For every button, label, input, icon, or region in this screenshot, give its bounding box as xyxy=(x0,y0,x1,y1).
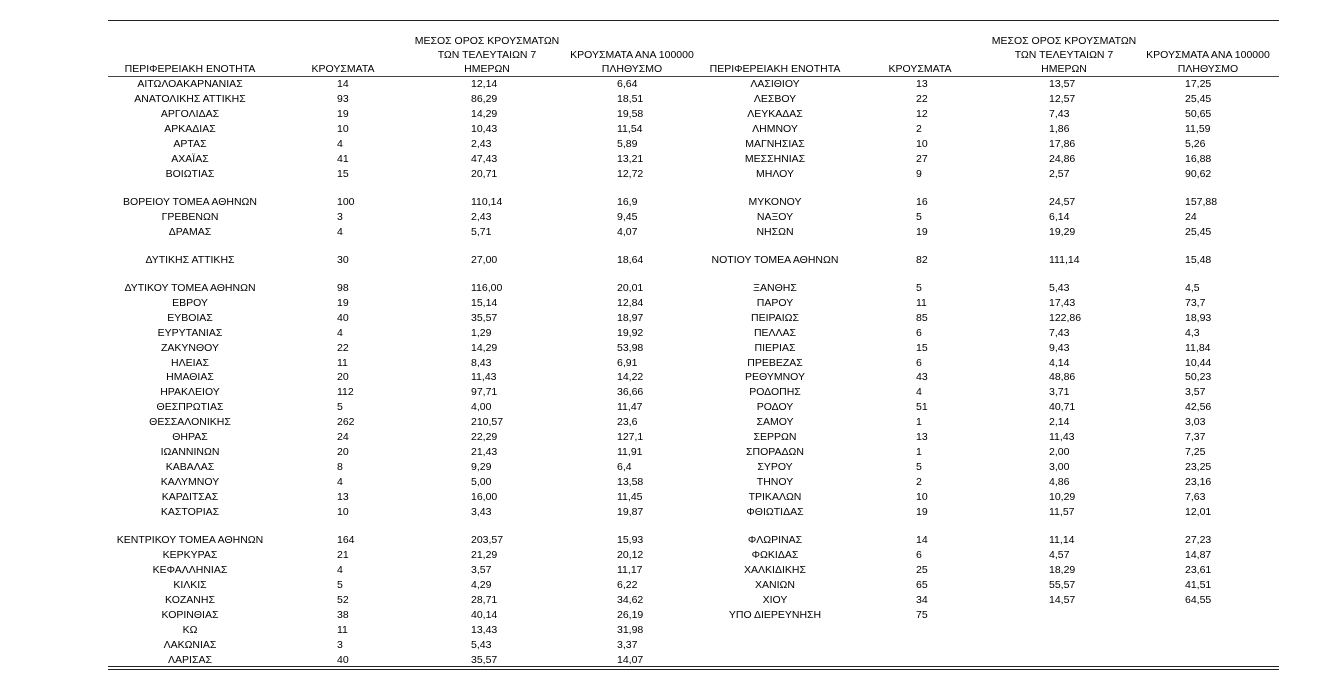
avg-7day-cell: 35,57 xyxy=(471,311,498,324)
region-name-cell: ΕΥΒΟΙΑΣ xyxy=(167,311,213,324)
avg-7day-cell: 5,43 xyxy=(471,638,492,651)
cases-cell: 4 xyxy=(337,225,343,238)
per-100k-cell: 18,64 xyxy=(617,253,644,266)
avg-7day-cell: 86,29 xyxy=(471,92,498,105)
per-100k-cell: 13,21 xyxy=(617,152,644,165)
per-100k-cell: 24 xyxy=(1185,210,1197,223)
region-name-cell: ΖΑΚΥΝΘΟΥ xyxy=(160,341,220,354)
region-name-cell: ΝΟΤΙΟΥ ΤΟΜΕΑ ΑΘΗΝΩΝ xyxy=(711,253,839,266)
region-name-cell: ΤΗΝΟΥ xyxy=(756,476,794,489)
cases-cell: 12 xyxy=(916,107,928,120)
per-100k-cell: 64,55 xyxy=(1185,594,1212,607)
cases-cell: 41 xyxy=(337,152,349,165)
region-name-cell: ΛΕΣΒΟΥ xyxy=(753,92,797,105)
header-cases-left: ΚΡΟΥΣΜΑΤΑ xyxy=(311,63,375,75)
per-100k-cell: 11,91 xyxy=(617,446,643,459)
region-name-cell: ΒΟΡΕΙΟΥ ΤΟΜΕΑ ΑΘΗΝΩΝ xyxy=(123,195,257,208)
avg-7day-cell: 10,29 xyxy=(1049,491,1076,504)
cases-cell: 75 xyxy=(916,609,928,622)
per-100k-cell: 19,92 xyxy=(617,326,644,339)
cases-cell: 2 xyxy=(916,476,922,489)
region-name-cell: ΠΙΕΡΙΑΣ xyxy=(754,341,796,354)
region-name-cell: ΚΑΣΤΟΡΙΑΣ xyxy=(160,506,220,519)
region-name-cell: ΑΝΑΤΟΛΙΚΗΣ ΑΤΤΙΚΗΣ xyxy=(134,92,246,105)
per-100k-cell: 50,23 xyxy=(1185,371,1212,384)
per-100k-cell: 12,01 xyxy=(1185,506,1212,519)
per-100k-cell: 53,98 xyxy=(617,341,644,354)
region-name-cell: ΚΕΝΤΡΙΚΟΥ ΤΟΜΕΑ ΑΘΗΝΩΝ xyxy=(116,534,264,547)
avg-7day-cell: 7,43 xyxy=(1049,326,1070,339)
header-per100k-right-2: ΠΛΗΘΥΣΜΟ xyxy=(1177,63,1239,75)
header-cases-right: ΚΡΟΥΣΜΑΤΑ xyxy=(888,63,952,75)
per-100k-cell: 23,61 xyxy=(1185,564,1212,577)
per-100k-cell: 26,19 xyxy=(617,609,644,622)
per-100k-cell: 4,3 xyxy=(1185,326,1200,339)
avg-7day-cell: 55,57 xyxy=(1049,579,1076,592)
cases-cell: 5 xyxy=(337,579,343,592)
per-100k-cell: 41,51 xyxy=(1185,579,1212,592)
region-name-cell: ΚΟΖΑΝΗΣ xyxy=(165,594,215,607)
avg-7day-cell: 13,57 xyxy=(1049,78,1076,90)
cases-cell: 4 xyxy=(337,476,343,489)
avg-7day-cell: 4,00 xyxy=(471,401,492,414)
avg-7day-cell: 4,14 xyxy=(1049,356,1070,369)
per-100k-cell: 6,64 xyxy=(617,78,638,90)
cases-cell: 98 xyxy=(337,281,349,294)
header-per100k-right-1: ΚΡΟΥΣΜΑΤΑ ΑΝΑ 100000 xyxy=(1146,49,1270,61)
region-name-cell: ΑΡΚΑΔΙΑΣ xyxy=(164,122,216,135)
region-name-cell: ΡΟΔΟΠΗΣ xyxy=(749,386,801,399)
region-name-cell: ΦΛΩΡΙΝΑΣ xyxy=(747,534,803,547)
per-100k-cell: 10,44 xyxy=(1185,356,1212,369)
region-name-cell: ΛΑΡΙΣΑΣ xyxy=(168,653,212,666)
region-name-cell: ΠΕΙΡΑΙΩΣ xyxy=(751,311,799,324)
per-100k-cell: 25,45 xyxy=(1185,92,1212,105)
per-100k-cell: 15,93 xyxy=(617,534,644,547)
avg-7day-cell: 210,57 xyxy=(471,416,504,429)
per-100k-cell: 11,47 xyxy=(617,401,643,414)
per-100k-cell: 157,88 xyxy=(1185,195,1218,208)
header-region-left: ΠΕΡΙΦΕΡΕΙΑΚΗ ΕΝΟΤΗΤΑ xyxy=(124,63,256,75)
region-name-cell: ΗΜΑΘΙΑΣ xyxy=(166,371,214,384)
cases-cell: 11 xyxy=(337,624,348,636)
region-name-cell: ΘΕΣΣΑΛΟΝΙΚΗΣ xyxy=(149,416,231,429)
cases-cell: 20 xyxy=(337,446,349,459)
cases-cell: 10 xyxy=(337,122,349,135)
cases-cell: 4 xyxy=(337,564,343,577)
cases-cell: 112 xyxy=(337,386,354,399)
avg-7day-cell: 2,57 xyxy=(1049,167,1070,180)
per-100k-cell: 6,91 xyxy=(617,356,638,369)
region-name-cell: ΘΗΡΑΣ xyxy=(172,431,208,444)
avg-7day-cell: 21,29 xyxy=(471,549,498,562)
header-region-right: ΠΕΡΙΦΕΡΕΙΑΚΗ ΕΝΟΤΗΤΑ xyxy=(709,63,841,75)
per-100k-cell: 36,66 xyxy=(617,386,644,399)
region-name-cell: ΚΑΒΑΛΑΣ xyxy=(165,461,215,474)
cases-cell: 6 xyxy=(916,549,922,562)
avg-7day-cell: 40,71 xyxy=(1049,401,1076,414)
region-name-cell: ΜΑΓΝΗΣΙΑΣ xyxy=(745,137,805,150)
header-avg-right-2: ΤΩΝ ΤΕΛΕΥΤΑΙΩΝ 7 xyxy=(1014,49,1114,61)
per-100k-cell: 11,17 xyxy=(617,564,643,577)
avg-7day-cell: 3,57 xyxy=(471,564,492,577)
cases-cell: 2 xyxy=(916,122,922,135)
cases-cell: 82 xyxy=(916,253,928,266)
region-name-cell: ΝΑΞΟΥ xyxy=(756,210,794,223)
per-100k-cell: 73,7 xyxy=(1185,296,1206,309)
per-100k-cell: 23,6 xyxy=(617,416,638,429)
region-name-cell: ΤΡΙΚΑΛΩΝ xyxy=(748,491,802,504)
region-name-cell: ΡΟΔΟΥ xyxy=(756,401,794,414)
per-100k-cell: 18,93 xyxy=(1185,311,1212,324)
avg-7day-cell: 203,57 xyxy=(471,534,504,547)
avg-7day-cell: 116,00 xyxy=(471,281,503,294)
cases-cell: 27 xyxy=(916,152,928,165)
per-100k-cell: 7,25 xyxy=(1185,446,1206,459)
region-name-cell: ΕΥΡΥΤΑΝΙΑΣ xyxy=(157,326,223,339)
cases-cell: 30 xyxy=(337,253,349,266)
cases-cell: 100 xyxy=(337,195,355,208)
region-name-cell: ΜΕΣΣΗΝΙΑΣ xyxy=(744,152,806,165)
region-name-cell: ΥΠΟ ΔΙΕΡΕΥΝΗΣΗ xyxy=(728,609,822,622)
cases-cell: 164 xyxy=(337,534,355,547)
cases-cell: 4 xyxy=(916,386,922,399)
region-name-cell: ΣΥΡΟΥ xyxy=(757,461,793,474)
per-100k-cell: 11,59 xyxy=(1185,122,1211,135)
avg-7day-cell: 16,00 xyxy=(471,491,498,504)
cases-cell: 43 xyxy=(916,371,928,384)
table-top-rule xyxy=(108,20,1279,21)
per-100k-cell: 20,01 xyxy=(617,281,644,294)
region-name-cell: ΑΙΤΩΛΟΑΚΑΡΝΑΝΙΑΣ xyxy=(137,78,243,90)
per-100k-cell: 19,58 xyxy=(617,107,644,120)
per-100k-cell: 11,45 xyxy=(617,491,643,504)
cases-cell: 51 xyxy=(916,401,928,414)
avg-7day-cell: 9,43 xyxy=(1049,341,1070,354)
cases-cell: 14 xyxy=(916,534,928,547)
region-name-cell: ΒΟΙΩΤΙΑΣ xyxy=(165,167,215,180)
cases-cell: 10 xyxy=(916,137,928,150)
region-name-cell: ΑΧΑΪΑΣ xyxy=(171,152,209,165)
cases-cell: 21 xyxy=(337,549,349,562)
per-100k-cell: 5,89 xyxy=(617,137,638,150)
cases-cell: 40 xyxy=(337,311,349,324)
avg-7day-cell: 11,14 xyxy=(1049,534,1075,547)
region-name-cell: ΜΥΚΟΝΟΥ xyxy=(748,195,802,208)
per-100k-cell: 14,22 xyxy=(617,371,644,384)
per-100k-cell: 16,9 xyxy=(617,195,638,208)
cases-cell: 9 xyxy=(916,167,922,180)
avg-7day-cell: 15,14 xyxy=(471,296,498,309)
per-100k-cell: 6,4 xyxy=(617,461,632,474)
avg-7day-cell: 2,43 xyxy=(471,137,492,150)
region-name-cell: ΚΕΡΚΥΡΑΣ xyxy=(162,549,218,562)
region-name-cell: ΚΕΦΑΛΛΗΝΙΑΣ xyxy=(152,564,228,577)
per-100k-cell: 11,84 xyxy=(1185,341,1211,354)
cases-cell: 19 xyxy=(337,296,349,309)
per-100k-cell: 20,12 xyxy=(617,549,644,562)
avg-7day-cell: 10,43 xyxy=(471,122,498,135)
region-name-cell: ΔΥΤΙΚΗΣ ΑΤΤΙΚΗΣ xyxy=(145,253,235,266)
cases-cell: 20 xyxy=(337,371,349,384)
region-name-cell: ΛΗΜΝΟΥ xyxy=(752,122,798,135)
header-rule xyxy=(108,76,1279,77)
cases-cell: 1 xyxy=(916,416,922,429)
per-100k-cell: 23,25 xyxy=(1185,461,1212,474)
avg-7day-cell: 18,29 xyxy=(1049,564,1076,577)
per-100k-cell: 25,45 xyxy=(1185,225,1212,238)
avg-7day-cell: 6,14 xyxy=(1049,210,1070,223)
header-avg-left-3: ΗΜΕΡΩΝ xyxy=(464,63,510,75)
region-name-cell: ΝΗΣΩΝ xyxy=(756,225,794,238)
region-name-cell: ΓΡΕΒΕΝΩΝ xyxy=(161,210,219,223)
region-name-cell: ΗΛΕΙΑΣ xyxy=(170,356,210,369)
avg-7day-cell: 11,43 xyxy=(1049,431,1075,444)
avg-7day-cell: 12,14 xyxy=(471,78,498,90)
per-100k-cell: 13,58 xyxy=(617,476,644,489)
per-100k-cell: 90,62 xyxy=(1185,167,1212,180)
per-100k-cell: 7,37 xyxy=(1185,431,1206,444)
cases-cell: 34 xyxy=(916,594,928,607)
avg-7day-cell: 11,57 xyxy=(1049,506,1075,519)
per-100k-cell: 14,87 xyxy=(1185,549,1212,562)
per-100k-cell: 5,26 xyxy=(1185,137,1206,150)
avg-7day-cell: 2,00 xyxy=(1049,446,1070,459)
region-name-cell: ΦΩΚΙΔΑΣ xyxy=(751,549,799,562)
region-name-cell: ΗΡΑΚΛΕΙΟΥ xyxy=(160,386,220,399)
cases-cell: 5 xyxy=(916,210,922,223)
cases-cell: 4 xyxy=(337,326,343,339)
per-100k-cell: 16,88 xyxy=(1185,152,1212,165)
cases-cell: 5 xyxy=(916,461,922,474)
avg-7day-cell: 2,43 xyxy=(471,210,492,223)
avg-7day-cell: 24,57 xyxy=(1049,195,1076,208)
per-100k-cell: 31,98 xyxy=(617,624,644,636)
avg-7day-cell: 8,43 xyxy=(471,356,492,369)
per-100k-cell: 34,62 xyxy=(617,594,644,607)
region-name-cell: ΔΥΤΙΚΟΥ ΤΟΜΕΑ ΑΘΗΝΩΝ xyxy=(124,281,256,294)
cases-cell: 22 xyxy=(337,341,349,354)
per-100k-cell: 6,22 xyxy=(617,579,638,592)
avg-7day-cell: 5,43 xyxy=(1049,281,1070,294)
cases-cell: 15 xyxy=(916,341,928,354)
avg-7day-cell: 14,29 xyxy=(471,341,498,354)
avg-7day-cell: 1,29 xyxy=(471,326,492,339)
per-100k-cell: 12,72 xyxy=(617,167,644,180)
cases-cell: 5 xyxy=(916,281,922,294)
cases-cell: 38 xyxy=(337,609,349,622)
avg-7day-cell: 40,14 xyxy=(471,609,498,622)
cases-cell: 93 xyxy=(337,92,349,105)
cases-cell: 10 xyxy=(916,491,928,504)
cases-cell: 8 xyxy=(337,461,343,474)
region-name-cell: ΧΑΝΙΩΝ xyxy=(755,579,795,592)
region-name-cell: ΧΑΛΚΙΔΙΚΗΣ xyxy=(744,564,806,577)
table-bottom-rule xyxy=(108,666,1279,667)
region-name-cell: ΔΡΑΜΑΣ xyxy=(168,225,212,238)
avg-7day-cell: 13,43 xyxy=(471,624,498,636)
region-name-cell: ΠΕΛΛΑΣ xyxy=(753,326,797,339)
cases-cell: 3 xyxy=(337,638,343,651)
cases-cell: 22 xyxy=(916,92,928,105)
cases-cell: 16 xyxy=(916,195,928,208)
cases-cell: 24 xyxy=(337,431,349,444)
region-name-cell: ΛΑΣΙΘΙΟΥ xyxy=(750,78,800,90)
cases-cell: 1 xyxy=(916,446,922,459)
per-100k-cell: 19,87 xyxy=(617,506,644,519)
cases-cell: 13 xyxy=(916,431,928,444)
cases-cell: 15 xyxy=(337,167,349,180)
cases-cell: 3 xyxy=(337,210,343,223)
avg-7day-cell: 5,00 xyxy=(471,476,492,489)
region-name-cell: ΣΑΜΟΥ xyxy=(756,416,794,429)
avg-7day-cell: 110,14 xyxy=(471,195,503,208)
per-100k-cell: 3,57 xyxy=(1185,386,1206,399)
avg-7day-cell: 35,57 xyxy=(471,653,498,666)
avg-7day-cell: 111,14 xyxy=(1049,253,1080,266)
cases-cell: 262 xyxy=(337,416,355,429)
region-name-cell: ΦΘΙΩΤΙΔΑΣ xyxy=(746,506,804,519)
region-name-cell: ΚΟΡΙΝΘΙΑΣ xyxy=(161,609,219,622)
header-per100k-left-1: ΚΡΟΥΣΜΑΤΑ ΑΝΑ 100000 xyxy=(570,49,694,61)
per-100k-cell: 3,03 xyxy=(1185,416,1206,429)
region-name-cell: ΞΑΝΘΗΣ xyxy=(753,281,797,294)
cases-cell: 14 xyxy=(337,78,349,90)
avg-7day-cell: 97,71 xyxy=(471,386,498,399)
cases-cell: 40 xyxy=(337,653,349,666)
per-100k-cell: 15,48 xyxy=(1185,253,1212,266)
avg-7day-cell: 22,29 xyxy=(471,431,498,444)
cases-cell: 11 xyxy=(337,356,348,369)
per-100k-cell: 42,56 xyxy=(1185,401,1212,414)
region-name-cell: ΚΑΛΥΜΝΟΥ xyxy=(160,476,220,489)
avg-7day-cell: 5,71 xyxy=(471,225,492,238)
per-100k-cell: 3,37 xyxy=(617,638,638,651)
cases-cell: 13 xyxy=(337,491,349,504)
avg-7day-cell: 27,00 xyxy=(471,253,498,266)
cases-cell: 25 xyxy=(916,564,928,577)
avg-7day-cell: 11,43 xyxy=(471,371,497,384)
per-100k-cell: 9,45 xyxy=(617,210,638,223)
region-name-cell: ΕΒΡΟΥ xyxy=(172,296,208,309)
region-name-cell: ΚΙΛΚΙΣ xyxy=(173,579,207,592)
region-name-cell: ΚΑΡΔΙΤΣΑΣ xyxy=(161,491,219,504)
cases-cell: 19 xyxy=(916,506,928,519)
avg-7day-cell: 4,86 xyxy=(1049,476,1070,489)
region-name-cell: ΣΕΡΡΩΝ xyxy=(753,431,797,444)
avg-7day-cell: 12,57 xyxy=(1049,92,1076,105)
region-name-cell: ΛΑΚΩΝΙΑΣ xyxy=(163,638,217,651)
cases-cell: 10 xyxy=(337,506,349,519)
region-name-cell: ΧΙΟΥ xyxy=(762,594,788,607)
header-avg-right-1: ΜΕΣΟΣ ΟΡΟΣ ΚΡΟΥΣΜΑΤΩΝ xyxy=(991,35,1137,47)
region-name-cell: ΘΕΣΠΡΩΤΙΑΣ xyxy=(156,401,224,414)
avg-7day-cell: 1,86 xyxy=(1049,122,1070,135)
cases-cell: 19 xyxy=(916,225,928,238)
avg-7day-cell: 4,29 xyxy=(471,579,492,592)
avg-7day-cell: 21,43 xyxy=(471,446,498,459)
header-avg-right-3: ΗΜΕΡΩΝ xyxy=(1041,63,1087,75)
avg-7day-cell: 19,29 xyxy=(1049,225,1076,238)
avg-7day-cell: 14,29 xyxy=(471,107,498,120)
avg-7day-cell: 17,86 xyxy=(1049,137,1076,150)
per-100k-cell: 50,65 xyxy=(1185,107,1212,120)
region-name-cell: ΠΑΡΟΥ xyxy=(756,296,794,309)
avg-7day-cell: 14,57 xyxy=(1049,594,1076,607)
cases-cell: 19 xyxy=(337,107,349,120)
region-name-cell: ΡΕΘΥΜΝΟΥ xyxy=(744,371,806,384)
per-100k-cell: 12,84 xyxy=(617,296,644,309)
cases-cell: 6 xyxy=(916,326,922,339)
avg-7day-cell: 3,71 xyxy=(1049,386,1070,399)
avg-7day-cell: 4,57 xyxy=(1049,549,1070,562)
per-100k-cell: 4,5 xyxy=(1185,281,1200,294)
avg-7day-cell: 2,14 xyxy=(1049,416,1070,429)
avg-7day-cell: 3,43 xyxy=(471,506,492,519)
per-100k-cell: 18,51 xyxy=(617,92,644,105)
cases-cell: 52 xyxy=(337,594,349,607)
cases-cell: 6 xyxy=(916,356,922,369)
cases-cell: 11 xyxy=(916,296,927,309)
region-name-cell: ΜΗΛΟΥ xyxy=(756,167,794,180)
per-100k-cell: 14,07 xyxy=(617,653,644,666)
region-name-cell: ΣΠΟΡΑΔΩΝ xyxy=(746,446,804,459)
avg-7day-cell: 7,43 xyxy=(1049,107,1070,120)
avg-7day-cell: 17,43 xyxy=(1049,296,1076,309)
region-name-cell: ΙΩΑΝΝΙΝΩΝ xyxy=(160,446,220,459)
region-name-cell: ΠΡΕΒΕΖΑΣ xyxy=(747,356,803,369)
avg-7day-cell: 24,86 xyxy=(1049,152,1076,165)
region-name-cell: ΚΩ xyxy=(182,624,198,636)
per-100k-cell: 23,16 xyxy=(1185,476,1212,489)
cases-cell: 65 xyxy=(916,579,928,592)
per-100k-cell: 7,63 xyxy=(1185,491,1206,504)
header-avg-left-2: ΤΩΝ ΤΕΛΕΥΤΑΙΩΝ 7 xyxy=(437,49,537,61)
header-per100k-left-2: ΠΛΗΘΥΣΜΟ xyxy=(601,63,663,75)
per-100k-cell: 127,1 xyxy=(617,431,644,444)
per-100k-cell: 4,07 xyxy=(617,225,638,238)
region-name-cell: ΑΡΤΑΣ xyxy=(173,137,207,150)
cases-cell: 13 xyxy=(916,78,928,90)
avg-7day-cell: 122,86 xyxy=(1049,311,1082,324)
header-avg-left-1: ΜΕΣΟΣ ΟΡΟΣ ΚΡΟΥΣΜΑΤΩΝ xyxy=(414,35,560,47)
per-100k-cell: 11,54 xyxy=(617,122,643,135)
avg-7day-cell: 3,00 xyxy=(1049,461,1070,474)
region-name-cell: ΑΡΓΟΛΙΔΑΣ xyxy=(160,107,220,120)
avg-7day-cell: 47,43 xyxy=(471,152,498,165)
per-100k-cell: 17,25 xyxy=(1185,78,1212,90)
per-100k-cell: 27,23 xyxy=(1185,534,1212,547)
cases-cell: 5 xyxy=(337,401,343,414)
cases-cell: 4 xyxy=(337,137,343,150)
avg-7day-cell: 28,71 xyxy=(471,594,498,607)
region-name-cell: ΛΕΥΚΑΔΑΣ xyxy=(747,107,803,120)
table-bottom-rule-double xyxy=(108,669,1279,670)
avg-7day-cell: 9,29 xyxy=(471,461,492,474)
cases-cell: 85 xyxy=(916,311,928,324)
avg-7day-cell: 48,86 xyxy=(1049,371,1076,384)
avg-7day-cell: 20,71 xyxy=(471,167,498,180)
per-100k-cell: 18,97 xyxy=(617,311,644,324)
